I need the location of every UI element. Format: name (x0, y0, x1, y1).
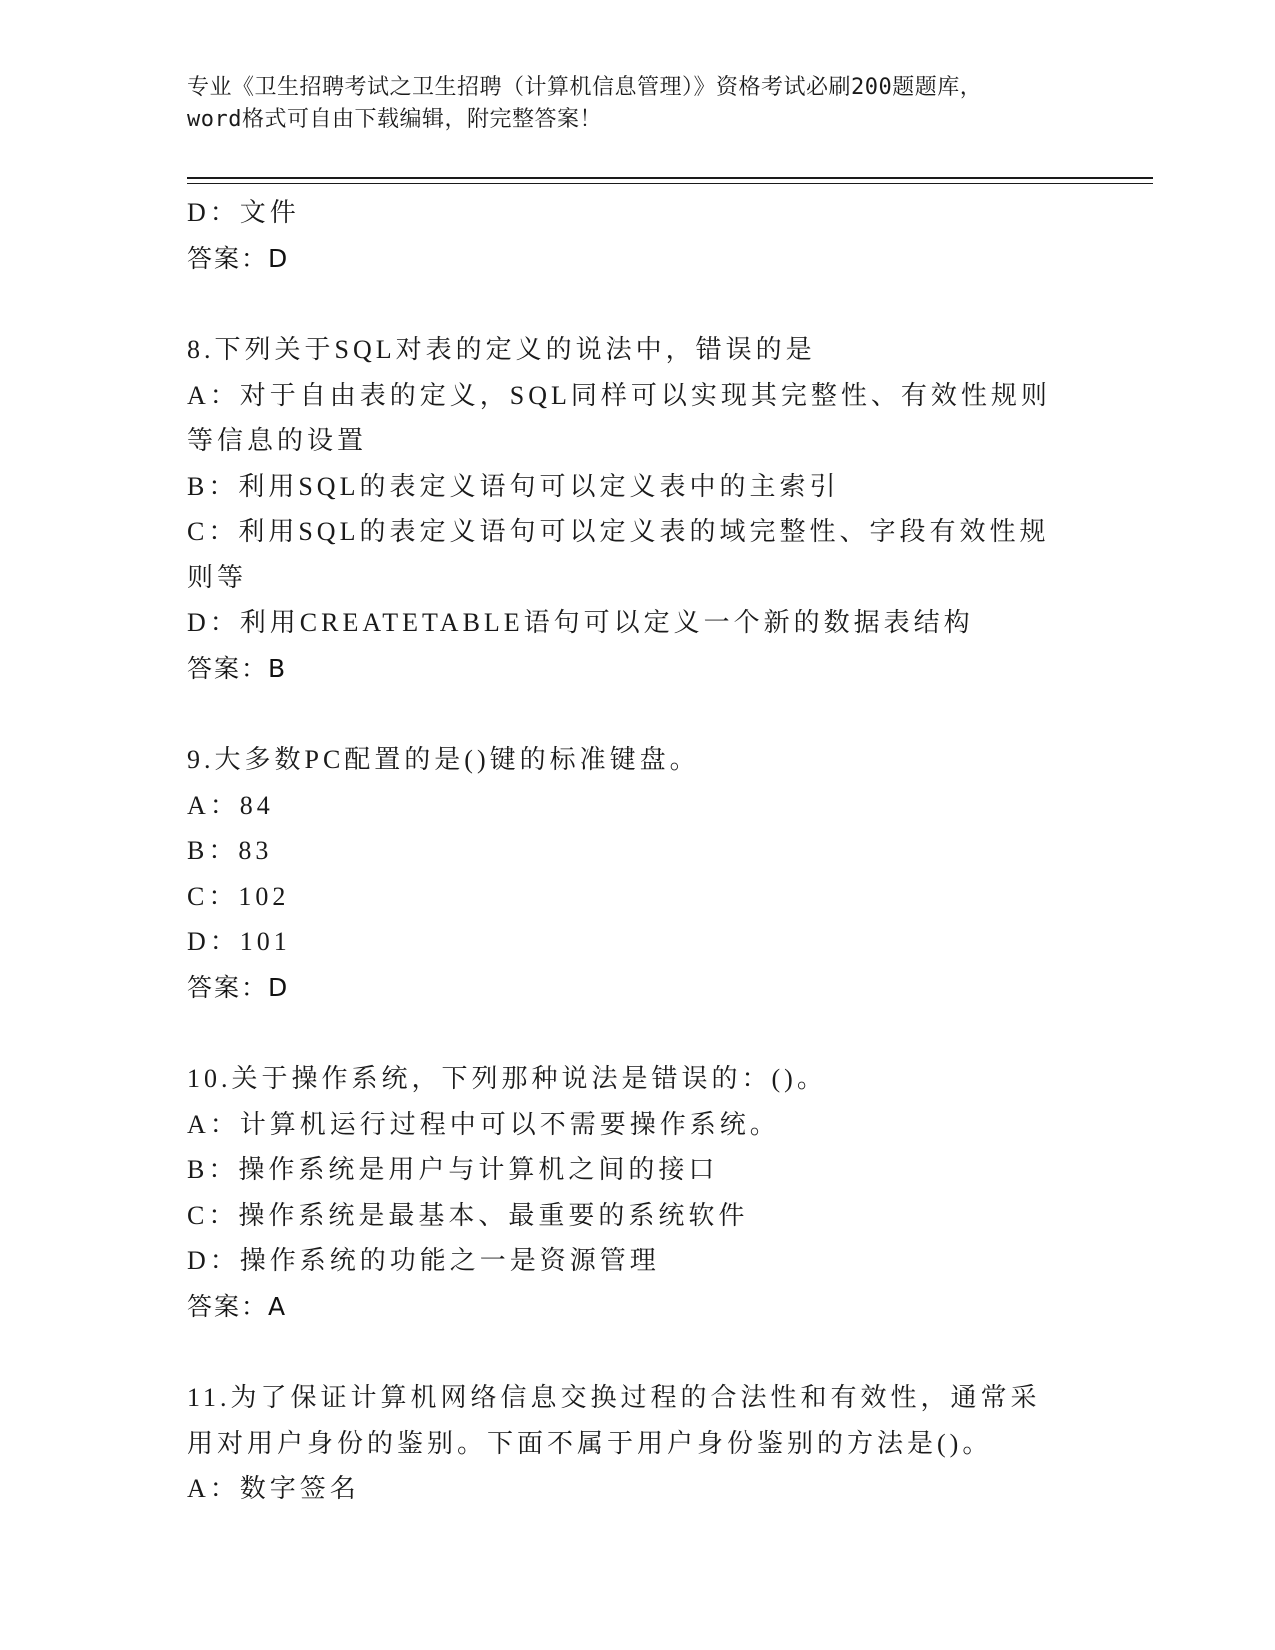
header-divider-thin (187, 183, 1153, 184)
spacer (187, 1010, 1067, 1056)
answer-line: 答案：D (187, 972, 290, 1002)
header-divider-thick (187, 177, 1153, 179)
option-b: B：操作系统是用户与计算机之间的接口 (187, 1155, 719, 1184)
option-a: A：84 (187, 790, 274, 820)
question-8 (187, 327, 1067, 691)
header-line-1: 专业《卫生招聘考试之卫生招聘（计算机信息管理）》资格考试必刷200题题库， (187, 75, 983, 100)
answer-line: 答案：A (187, 1291, 288, 1321)
option-c: C：利用SQL的表定义语句可以定义表的域完整性、字段有效性规则等 (187, 517, 1050, 592)
option-b: B：利用SQL的表定义语句可以定义表中的主索引 (187, 471, 840, 501)
option-a: A：计算机运行过程中可以不需要操作系统。 (187, 1109, 780, 1139)
option-d: D：文件 (187, 198, 300, 227)
spacer (187, 281, 1067, 327)
option-c: C：102 (187, 881, 290, 911)
spacer (187, 1329, 1067, 1375)
question-list (187, 190, 1067, 1512)
question-stem: 11.为了保证计算机网络信息交换过程的合法性和有效性，通常采用对用户身份的鉴别。下面不属于用户身份鉴别的方法是()。 (187, 1383, 1041, 1458)
option-a: A：对于自由表的定义，SQL同样可以实现其完整性、有效性规则等信息的设置 (187, 380, 1051, 455)
question-7-tail (187, 190, 1067, 281)
header-line-2: word格式可自由下载编辑，附完整答案！ (187, 107, 602, 132)
spacer (187, 691, 1067, 737)
option-c: C：操作系统是最基本、最重要的系统软件 (187, 1200, 749, 1230)
option-b: B：83 (187, 836, 273, 865)
document-header (187, 72, 1087, 136)
question-stem: 9.大多数PC配置的是()键的标准键盘。 (187, 745, 700, 774)
question-9 (187, 737, 1067, 1010)
option-a: A：数字签名 (187, 1474, 360, 1503)
question-11 (187, 1375, 1067, 1512)
question-stem: 8.下列关于SQL对表的定义的说法中，错误的是 (187, 335, 816, 364)
question-stem: 10.关于操作系统，下列那种说法是错误的：()。 (187, 1064, 827, 1093)
option-d: D：101 (187, 927, 291, 956)
option-d: D：操作系统的功能之一是资源管理 (187, 1246, 660, 1275)
option-d: D：利用CREATETABLE语句可以定义一个新的数据表结构 (187, 608, 974, 637)
answer-line: 答案：D (187, 243, 290, 273)
answer-line: 答案：B (187, 653, 288, 683)
question-10 (187, 1056, 1067, 1329)
